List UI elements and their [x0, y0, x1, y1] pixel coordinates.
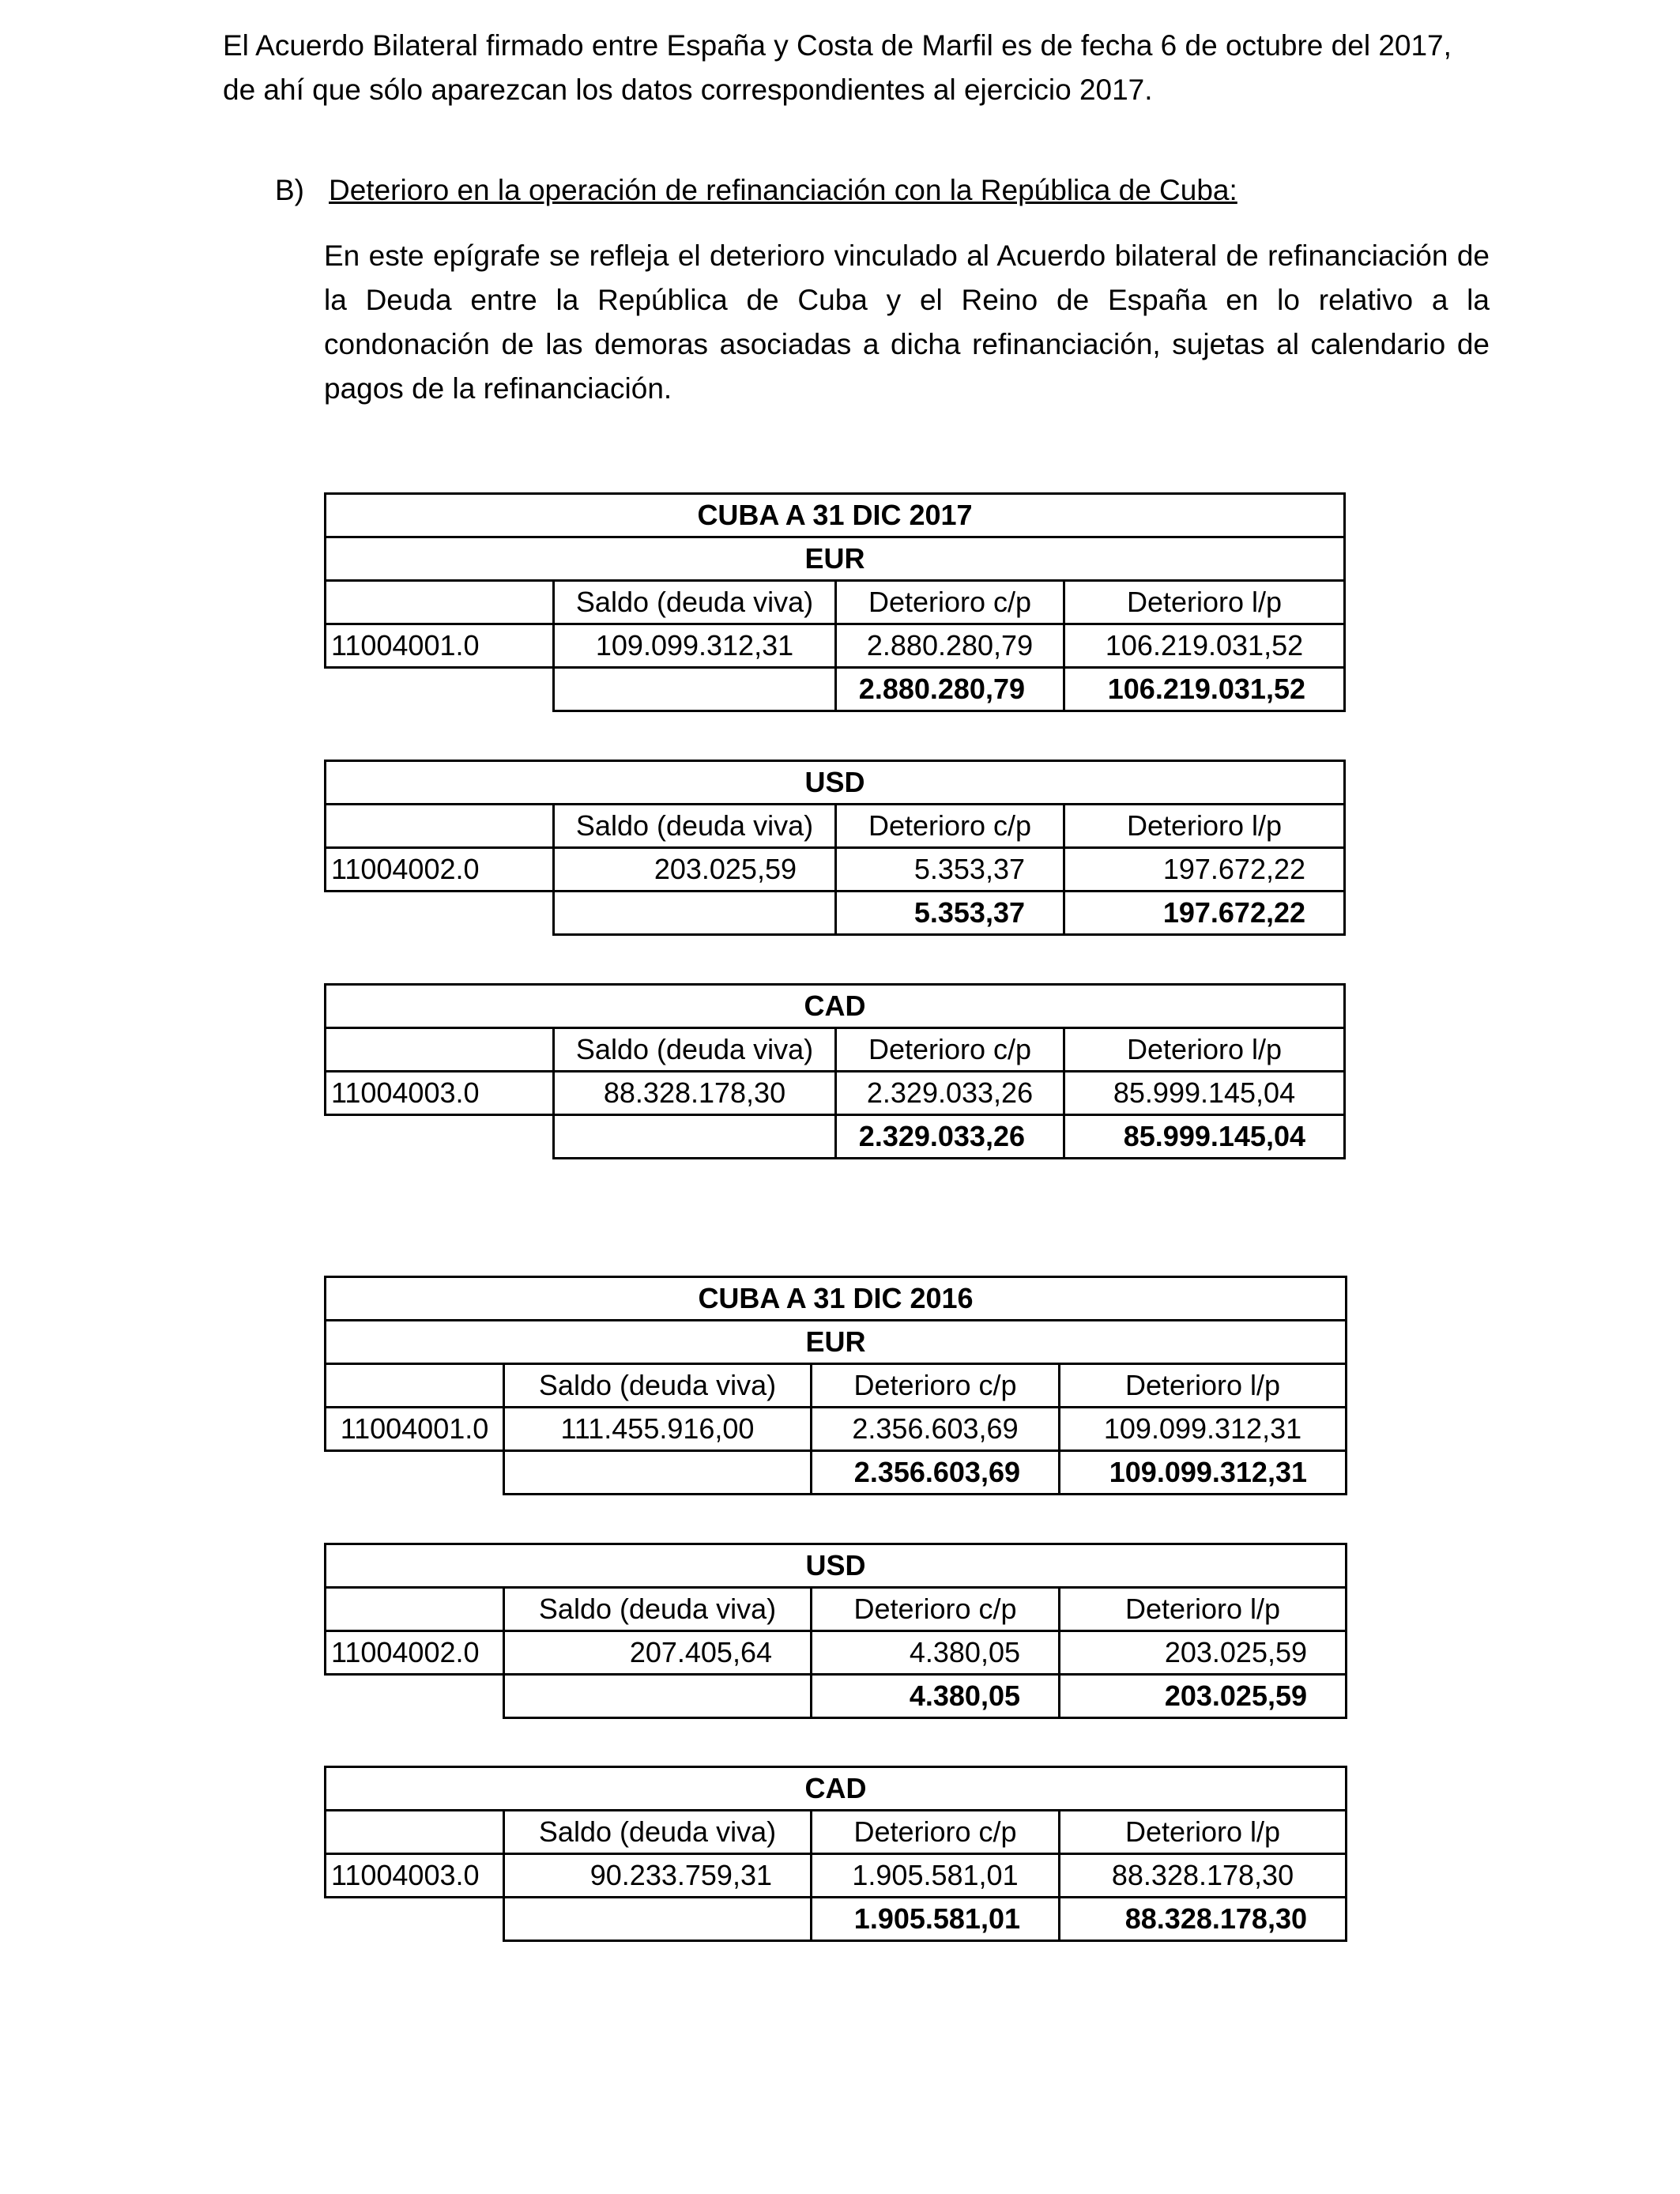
cp-value: 2.329.033,26: [836, 1072, 1064, 1115]
table-2017-usd: [324, 760, 1346, 936]
table-title: CUBA A 31 DIC 2017: [326, 494, 1345, 537]
col-header-saldo: Saldo (deuda viva): [554, 581, 836, 624]
account-code: 11004002.0: [326, 1631, 504, 1675]
col-header-saldo: Saldo (deuda viva): [554, 1028, 836, 1072]
empty-cell: [326, 668, 554, 711]
empty-cell: [326, 805, 554, 848]
cp-value: 5.353,37: [836, 848, 1064, 892]
table-2016-cad: [324, 1766, 1347, 1942]
saldo-value: 203.025,59: [554, 848, 836, 892]
currency-header: USD: [326, 761, 1345, 805]
empty-cell: [504, 1675, 812, 1718]
empty-cell: [326, 1675, 504, 1718]
section-letter: B): [275, 174, 304, 206]
currency-header: EUR: [326, 1321, 1347, 1364]
col-header-cp: Deterioro c/p: [812, 1364, 1060, 1408]
lp-value: 106.219.031,52: [1064, 624, 1345, 668]
empty-cell: [326, 1028, 554, 1072]
col-header-cp: Deterioro c/p: [812, 1811, 1060, 1854]
cp-value: 1.905.581,01: [812, 1854, 1060, 1898]
account-code: 11004002.0: [326, 848, 554, 892]
total-cp: 1.905.581,01: [812, 1898, 1060, 1941]
intro-line-1: El Acuerdo Bilateral firmado entre España y Costa de Marfil es de fecha 6 de octubre del 2017,: [223, 29, 1452, 62]
lp-value: 203.025,59: [1060, 1631, 1347, 1675]
section-description: En este epígrafe se refleja el deterioro vinculado al Acuerdo bilateral de refinanciación de la Deuda entre la República de Cuba y el Reino de España en lo relativo a la condonación de las demoras asociadas a dicha refinanciación, sujetas al calendario de pagos de la refinanciación.: [324, 239, 1490, 405]
saldo-value: 90.233.759,31: [504, 1854, 812, 1898]
empty-cell: [554, 668, 836, 711]
empty-cell: [504, 1451, 812, 1495]
empty-cell: [504, 1898, 812, 1941]
intro-line-2: de ahí que sólo aparezcan los datos correspondientes al ejercicio 2017.: [223, 74, 1153, 106]
total-lp: 106.219.031,52: [1064, 668, 1345, 711]
col-header-lp: Deterioro l/p: [1064, 805, 1345, 848]
cp-value: 4.380,05: [812, 1631, 1060, 1675]
col-header-saldo: Saldo (deuda viva): [504, 1364, 812, 1408]
currency-header: USD: [326, 1544, 1347, 1588]
empty-cell: [326, 1898, 504, 1941]
table-2017-eur: [324, 492, 1346, 712]
col-header-lp: Deterioro l/p: [1060, 1588, 1347, 1631]
currency-header: EUR: [326, 537, 1345, 581]
section-title: Deterioro en la operación de refinanciación con la República de Cuba:: [329, 174, 1237, 206]
total-lp: 88.328.178,30: [1060, 1898, 1347, 1941]
col-header-cp: Deterioro c/p: [836, 581, 1064, 624]
currency-header: CAD: [326, 985, 1345, 1028]
total-cp: 2.356.603,69: [812, 1451, 1060, 1495]
total-cp: 2.329.033,26: [836, 1115, 1064, 1159]
total-cp: 2.880.280,79: [836, 668, 1064, 711]
cp-value: 2.356.603,69: [812, 1408, 1060, 1451]
intro-paragraph: [223, 24, 1495, 112]
saldo-value: 111.455.916,00: [504, 1408, 812, 1451]
empty-cell: [554, 1115, 836, 1159]
currency-header: CAD: [326, 1767, 1347, 1811]
section-b-heading: [275, 168, 1237, 213]
total-cp: 4.380,05: [812, 1675, 1060, 1718]
cp-value: 2.880.280,79: [836, 624, 1064, 668]
empty-cell: [326, 1115, 554, 1159]
table-2016-eur: [324, 1276, 1347, 1495]
total-lp: 203.025,59: [1060, 1675, 1347, 1718]
account-code: 11004001.0: [326, 1408, 504, 1451]
total-lp: 197.672,22: [1064, 892, 1345, 935]
col-header-lp: Deterioro l/p: [1060, 1364, 1347, 1408]
col-header-saldo: Saldo (deuda viva): [504, 1588, 812, 1631]
account-code: 11004003.0: [326, 1854, 504, 1898]
table-2016-usd: [324, 1543, 1347, 1719]
account-code: 11004003.0: [326, 1072, 554, 1115]
saldo-value: 207.405,64: [504, 1631, 812, 1675]
total-lp: 109.099.312,31: [1060, 1451, 1347, 1495]
empty-cell: [326, 1364, 504, 1408]
col-header-cp: Deterioro c/p: [836, 805, 1064, 848]
empty-cell: [326, 1588, 504, 1631]
table-title: CUBA A 31 DIC 2016: [326, 1277, 1347, 1321]
col-header-cp: Deterioro c/p: [836, 1028, 1064, 1072]
empty-cell: [326, 1811, 504, 1854]
lp-value: 197.672,22: [1064, 848, 1345, 892]
saldo-value: 88.328.178,30: [554, 1072, 836, 1115]
account-code: 11004001.0: [326, 624, 554, 668]
empty-cell: [554, 892, 836, 935]
empty-cell: [326, 581, 554, 624]
lp-value: 109.099.312,31: [1060, 1408, 1347, 1451]
empty-cell: [326, 1451, 504, 1495]
total-lp: 85.999.145,04: [1064, 1115, 1345, 1159]
table-2017-cad: [324, 983, 1346, 1159]
col-header-lp: Deterioro l/p: [1064, 1028, 1345, 1072]
empty-cell: [326, 892, 554, 935]
lp-value: 85.999.145,04: [1064, 1072, 1345, 1115]
col-header-saldo: Saldo (deuda viva): [504, 1811, 812, 1854]
saldo-value: 109.099.312,31: [554, 624, 836, 668]
total-cp: 5.353,37: [836, 892, 1064, 935]
lp-value: 88.328.178,30: [1060, 1854, 1347, 1898]
col-header-cp: Deterioro c/p: [812, 1588, 1060, 1631]
col-header-lp: Deterioro l/p: [1064, 581, 1345, 624]
col-header-saldo: Saldo (deuda viva): [554, 805, 836, 848]
col-header-lp: Deterioro l/p: [1060, 1811, 1347, 1854]
